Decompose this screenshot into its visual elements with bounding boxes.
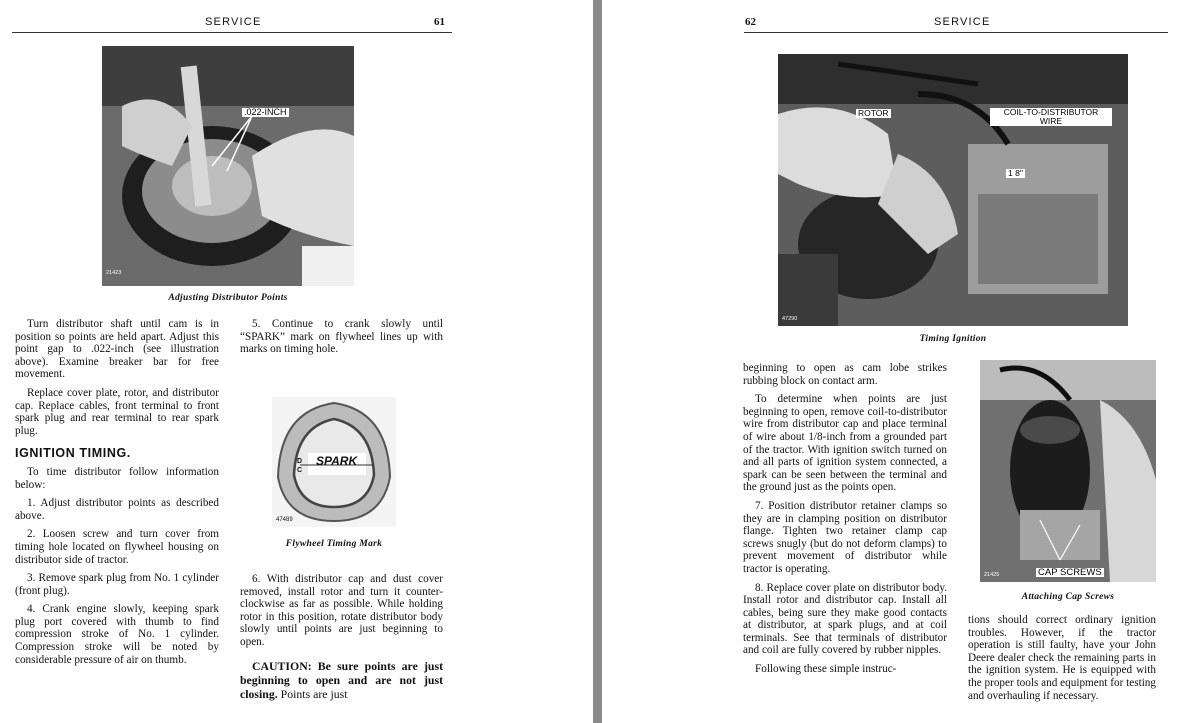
caution-paragraph — [240, 659, 443, 701]
cap-screws-photo — [980, 360, 1156, 582]
paragraph: To time distributor follow information below: — [15, 465, 219, 491]
cap-screws-label: CAP SCREWS — [1038, 567, 1102, 578]
page-divider — [593, 0, 602, 723]
flywheel-mark-photo — [272, 397, 396, 527]
page-number: 61 — [434, 16, 445, 28]
figure-caption: Timing Ignition — [919, 334, 987, 344]
paragraph: 7. Position distributor retainer clamps so they are in clamping position on distributor flange. Tighten two retainer clamp cap screws snugly (but do not deform clamps) to prevent movement of distributor while tractor is operating. — [743, 499, 947, 575]
rotor-label: ROTOR — [858, 108, 889, 118]
section-heading: IGNITION TIMING. — [15, 446, 131, 461]
paragraph: To determine when points are just beginning to open, remove coil-to-distributor wire from distributor cap and place terminal of wire about 1/8-inch from a grounded part of the tractor. With ignition switch turned on and all parts of ignition system connected, a spark can be seen between the terminal and the ground just as the points open. — [743, 393, 947, 494]
left-page — [0, 0, 593, 723]
text-column-1 — [743, 362, 947, 682]
header-title: SERVICE — [934, 16, 991, 28]
photo-number: 47489 — [276, 517, 293, 523]
figure-caption: Adjusting Distributor Points — [168, 293, 288, 303]
paragraph: 5. Continue to crank slowly until “SPARK” mark on flywheel lines up with marks on timing hole. — [240, 318, 443, 356]
header-title: SERVICE — [205, 16, 262, 28]
wire-label: COIL-TO-DISTRIBUTOR WIRE — [990, 108, 1112, 126]
paragraph: Following these simple instruc- — [755, 663, 897, 676]
paragraph: 2. Loosen screw and turn cover from timing hole located on flywheel housing on distributor side of tractor. — [15, 528, 219, 566]
text-column-2 — [968, 614, 1156, 708]
right-page — [602, 0, 1187, 723]
dc-letters: D C — [297, 458, 303, 474]
paragraph: 3. Remove spark plug from No. 1 cylinder (front plug). — [15, 572, 219, 597]
paragraph: 4. Crank engine slowly, keeping spark plug port covered with thumb to find compression stroke of No. 1 cylinder. Compression stroke will be noted by considerable pressure of air on thumb. — [15, 603, 219, 666]
paragraph: tions should correct ordinary ignition troubles. However, if the tractor operation is still faulty, have your John Deere dealer check the remaining parts in the ignition system. He is equipped with the proper tools and equipment for testing and overhauling if necessary. — [968, 614, 1156, 702]
paragraph: beginning to open as cam lobe strikes rubbing block on contact arm. — [743, 362, 947, 387]
caution-text: CAUTION: Be sure points are just beginning to open and are not just closing. — [240, 658, 443, 701]
page-number: 62 — [745, 16, 756, 28]
spark-mark-text: SPARK — [316, 454, 358, 468]
caution-tail: Points are just — [277, 686, 348, 701]
photo-number: 47290 — [782, 316, 798, 322]
paragraph: 8. Replace cover plate on distributor body. Install rotor and distributor cap. Install all cables, being sure they make good contacts at distributor, at spark plugs, and at coil terminals. See that terminals of distributor and coil are fully covered by rubber nipples. — [743, 581, 947, 657]
gap-label: .022-INCH — [244, 107, 287, 117]
photo-number: 21423 — [106, 270, 122, 276]
figure-caption: Attaching Cap Screws — [1021, 592, 1115, 602]
photo-number: 21425 — [984, 572, 1000, 578]
figure-caption: Flywheel Timing Mark — [285, 539, 383, 549]
paragraph: 6. With distributor cap and dust cover removed, install rotor and turn it counter-clockwise as far as possible. While holding rotor in this position, rotate distributor body slowly until points are just beginning to open. — [240, 573, 443, 648]
distributor-points-photo — [102, 46, 354, 286]
paragraph: 1. Adjust distributor points as described above. — [15, 497, 219, 522]
text-column-2 — [240, 318, 443, 362]
text-column-2b — [240, 573, 443, 707]
gap-label: 1 8" — [1008, 168, 1023, 178]
paragraph: Replace cover plate, rotor, and distributor cap. Replace cables, front terminal to front spark plug and rear terminal to rear spark plug. — [15, 386, 219, 437]
text-column-1 — [15, 318, 219, 672]
header-rule — [12, 32, 452, 33]
header-rule — [744, 32, 1168, 33]
timing-ignition-photo — [778, 54, 1128, 326]
paragraph: Turn distributor shaft until cam is in position so points are held apart. Adjust this point gap to .022-inch (see illustration above). Examine breaker bar for free movement. — [15, 318, 219, 381]
